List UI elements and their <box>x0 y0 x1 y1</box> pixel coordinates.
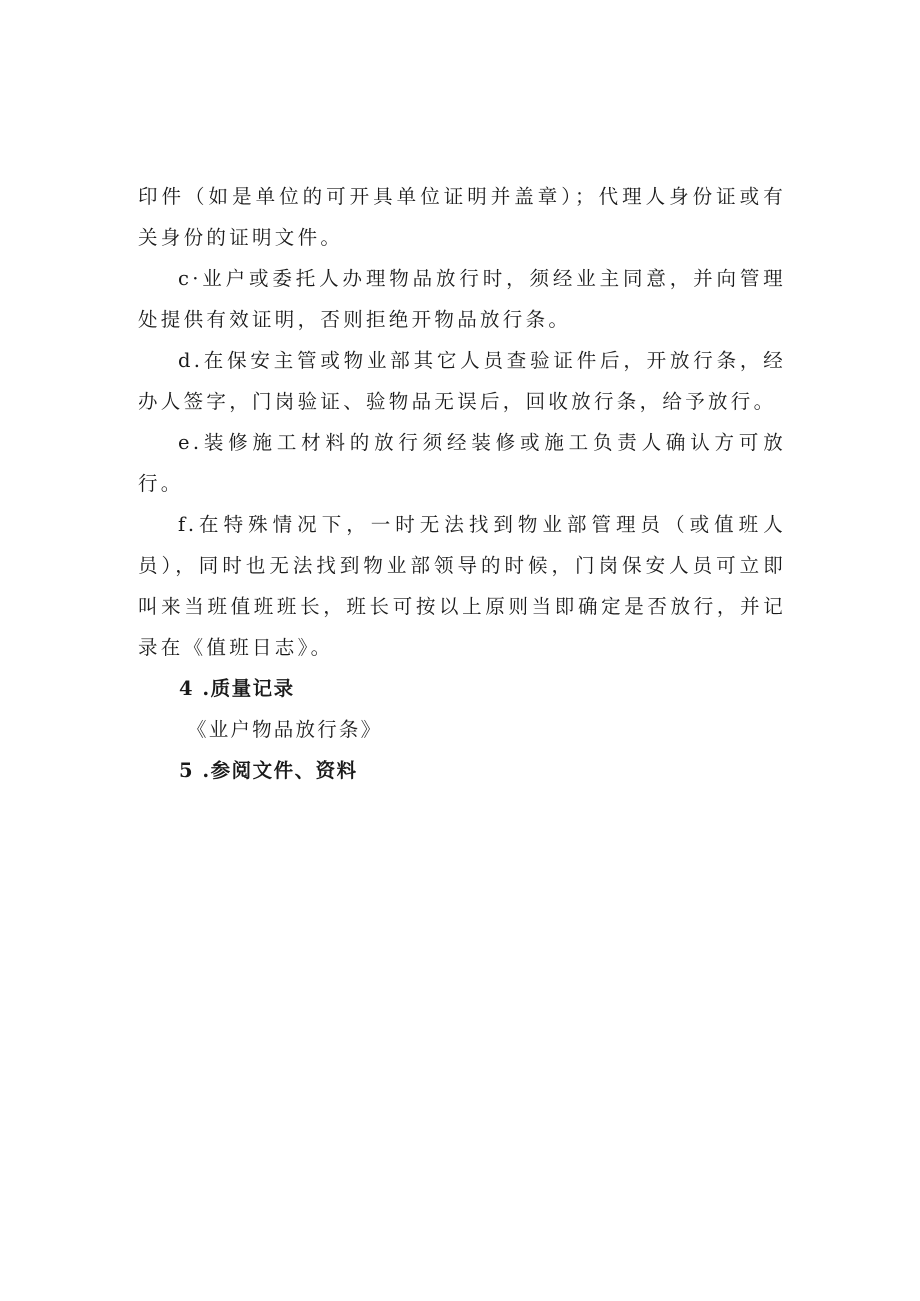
paragraph-item-c: c·业户或委托人办理物品放行时，须经业主同意，并向管理处提供有效证明，否则拒绝开物品放行条。 <box>138 267 786 331</box>
paragraph-item-f: f.在特殊情况下，一时无法找到物业部管理员（或值班人员），同时也无法找到物业部领导的时候，门岗保安人员可立即叫来当班值班班长，班长可按以上原则当即确定是否放行，并记录在《值班日志》。 <box>138 513 786 659</box>
document-page <box>138 176 786 791</box>
section-heading-reference-documents: 5 .参阅文件、资料 <box>179 759 358 782</box>
paragraph-continuation: 印件（如是单位的可开具单位证明并盖章）；代理人身份证或有关身份的证明文件。 <box>138 185 786 249</box>
section-heading-quality-records: 4 .质量记录 <box>179 677 295 700</box>
quality-record-item: 《业户物品放行条》 <box>187 718 383 741</box>
paragraph-item-e: e.装修施工材料的放行须经装修或施工负责人确认方可放行。 <box>138 431 786 495</box>
paragraph-item-d: d.在保安主管或物业部其它人员查验证件后，开放行条，经办人签字，门岗验证、验物品无误后，回收放行条，给予放行。 <box>138 349 786 413</box>
